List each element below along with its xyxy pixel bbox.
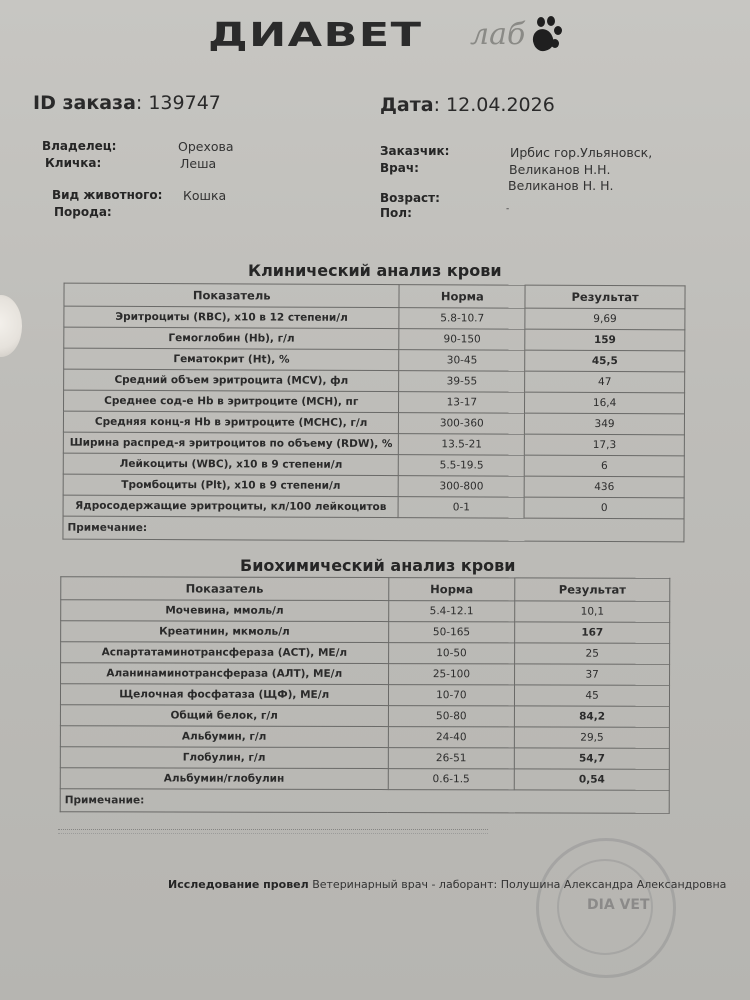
note-label: Примечание: [60,789,669,814]
table-row [61,642,670,665]
doctor-value-2: Великанов Н. Н. [508,178,614,193]
table-row [63,411,684,435]
note-label: Примечание: [63,516,684,542]
column-header: Показатель [64,283,400,307]
owner-label: Владелец: [42,139,117,153]
norm-value: 300-360 [399,413,525,435]
pet-name-label: Кличка: [45,156,102,170]
age-label: Возраст: [380,191,440,205]
table-row [60,684,669,707]
table-row [61,600,670,623]
result-value: 25 [515,643,670,664]
parameter-name: Лейкоциты (WBC), x10 в 9 степени/л [63,453,399,475]
species-value: Кошка [183,188,227,203]
clinical-title: Клинический анализ крови [248,261,502,280]
order-date [380,94,555,116]
norm-value: 25-100 [388,664,515,685]
note-row [60,789,669,814]
order-id-value: : 139747 [135,92,221,114]
result-value: 17,3 [525,434,685,456]
norm-value: 5.5-19.5 [399,455,525,477]
parameter-name: Среднее сод-е Hb в эритроците (MCH), пг [64,390,400,412]
result-value: 37 [515,664,670,685]
result-value: 45,5 [525,350,685,372]
result-value: 10,1 [515,601,670,622]
result-value: 167 [515,622,670,643]
note-row [63,516,684,542]
result-value: 159 [525,329,685,351]
parameter-name: Средний объем эритроцита (MCV), фл [64,369,400,391]
result-value: 9,69 [525,308,685,330]
sex-label: Пол: [380,206,412,220]
result-value: 6 [524,455,684,477]
parameter-name: Аланинаминотрансфераза (АЛТ), МЕ/л [61,663,389,685]
table-row [60,768,669,791]
species-label: Вид животного: [52,188,163,202]
date-label: Дата [380,94,434,116]
column-header: Результат [515,578,670,601]
parameter-name: Щелочная фосфатаза (ЩФ), МЕ/л [60,684,388,706]
parameter-name: Тромбоциты (Plt), x10 в 9 степени/л [63,474,399,496]
table-row [60,705,669,728]
parameter-name: Общий белок, г/л [60,705,388,727]
result-value: 54,7 [515,748,670,769]
table-row [60,747,669,770]
parameter-name: Мочевина, ммоль/л [61,600,389,622]
parameter-name: Альбумин, г/л [60,726,388,748]
norm-value: 90-150 [399,329,525,351]
table-row [61,621,670,644]
norm-value: 10-50 [388,643,515,664]
owner-value: Орехова [178,139,234,154]
norm-value: 13-17 [399,392,525,414]
table-header-row [61,577,670,602]
column-header: Норма [388,578,515,601]
norm-value: 24-40 [388,727,515,748]
clinical-table [62,283,685,543]
result-value: 0 [524,497,684,519]
norm-value: 5.8-10.7 [399,308,525,330]
table-row [63,432,684,456]
logo-main-text: ДИАВЕТ [208,14,423,54]
parameter-name: Креатинин, мкмоль/л [61,621,389,643]
logo [208,14,563,54]
fine-print-footnote [58,829,488,834]
order-id-label: ID заказа [33,92,136,114]
column-header: Показатель [61,577,389,601]
order-id [33,92,221,114]
norm-value: 30-45 [399,350,525,372]
result-value: 29,5 [515,727,670,748]
doctor-value: Великанов Н.Н. [509,162,611,177]
parameter-name: Гематокрит (Ht), % [64,348,400,370]
customer-value: Ирбис гор.Ульяновск, [510,145,653,160]
parameter-name: Средняя конц-я Hb в эритроците (MCHC), г/л [63,411,399,433]
conducted-label: Исследование провел [168,878,309,891]
column-header: Норма [399,285,525,309]
breed-label: Порода: [54,205,112,219]
logo-sub-text: лаб [470,16,526,52]
parameter-name: Эритроциты (RBC), x10 в 12 степени/л [64,306,400,328]
norm-value: 26-51 [388,748,515,769]
norm-value: 10-70 [388,685,515,706]
table-row [63,453,684,477]
doctor-label: Врач: [380,161,419,175]
table-header-row [64,283,685,309]
parameter-name: Гемоглобин (Hb), г/л [64,327,400,349]
table-row [60,726,669,749]
finger-in-photo [0,295,22,357]
table-row [63,495,684,519]
biochem-table [60,576,671,814]
table-row [63,474,684,498]
result-value: 0,54 [515,769,670,790]
parameter-name: Альбумин/глобулин [60,768,388,790]
pet-name-value: Леша [180,156,217,171]
paw-icon [529,14,563,54]
norm-value: 13.5-21 [399,434,525,456]
norm-value: 50-80 [388,706,515,727]
date-value: : 12.04.2026 [433,94,555,116]
parameter-name: Ширина распред-я эритроцитов по объему (RDW), % [63,432,399,454]
norm-value: 5.4-12.1 [388,601,515,622]
norm-value: 50-165 [388,622,515,643]
parameter-name: Глобулин, г/л [60,747,388,769]
column-header: Результат [525,285,685,309]
norm-value: 0-1 [398,497,524,519]
table-row [64,306,685,330]
table-row [64,348,685,372]
parameter-name: Аспартатаминотрансфераза (АСТ), МЕ/л [61,642,389,664]
conducted-by [168,878,726,891]
sex-value: - [506,204,510,214]
table-row [64,369,685,393]
result-value: 45 [515,685,670,706]
customer-label: Заказчик: [380,144,450,158]
conducted-text: Ветеринарный врач - лаборант: Полушина Александра Александровна [308,878,727,891]
parameter-name: Ядросодержащие эритроциты, кл/100 лейкоцитов [63,495,399,517]
result-value: 84,2 [515,706,670,727]
norm-value: 39-55 [399,371,525,393]
result-value: 47 [525,371,685,393]
stamp-text: DIA VET [587,897,650,913]
table-row [64,327,685,351]
result-value: 16,4 [525,392,685,414]
table-row [61,663,670,686]
biochem-title: Биохимический анализ крови [240,556,516,575]
lab-stamp [536,838,676,978]
result-value: 349 [525,413,685,435]
table-row [64,390,685,414]
result-value: 436 [524,476,684,498]
norm-value: 0.6-1.5 [388,769,515,790]
norm-value: 300-800 [399,476,525,498]
